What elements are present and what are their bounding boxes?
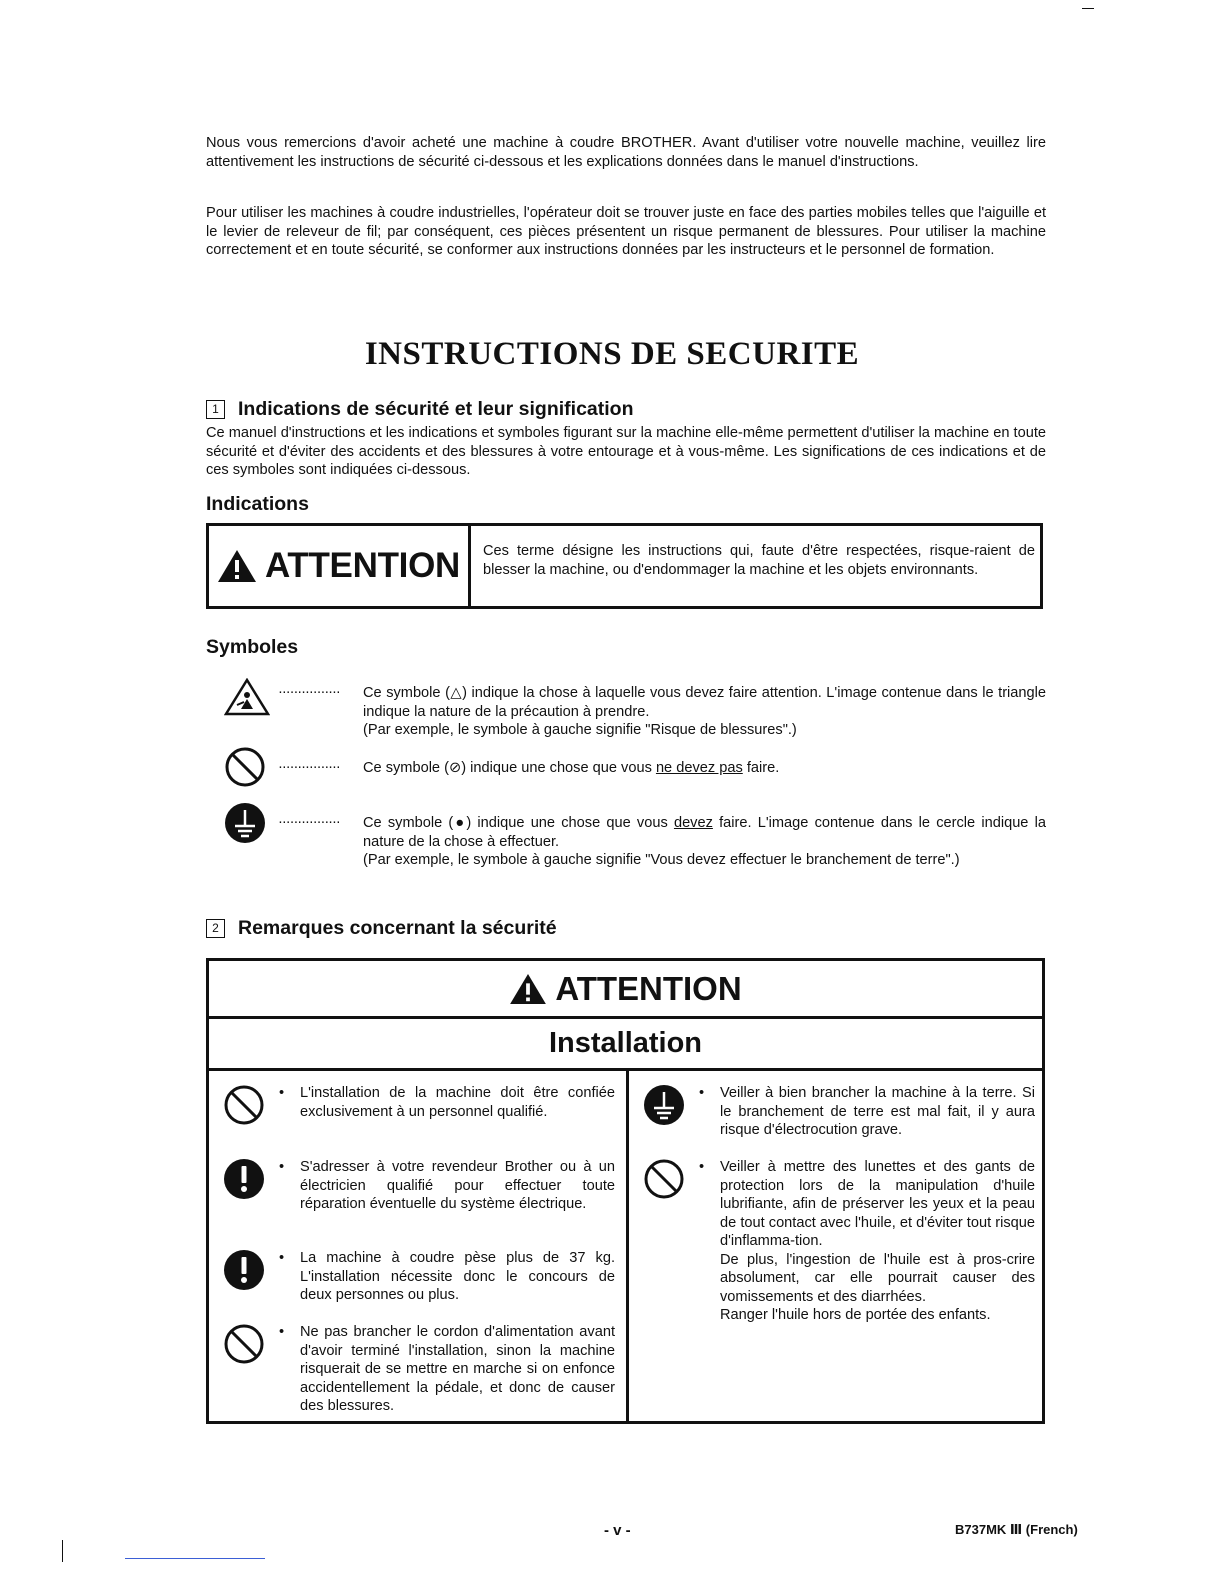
symbol-mandatory-underlined: devez: [673, 815, 713, 831]
section-1-title: Indications de sécurité et leur signification: [238, 398, 634, 420]
symbol-dots: ················: [278, 684, 340, 700]
prohibition-icon: [223, 1323, 265, 1365]
attention-description: Ces terme désigne les instructions qui, faute d'être respectées, risque-raient de blesser la machine, ou d'endommager la machine et les objets environnants.: [483, 543, 1035, 578]
section-2-heading: [206, 917, 557, 940]
box-attention-label: ATTENTION: [555, 969, 742, 1007]
symbol-prohibition-text-b: ) indique une chose que vous: [461, 760, 656, 776]
symbol-mandatory-text-a: Ce symbole (: [363, 815, 454, 831]
list-item: [223, 1084, 615, 1144]
symbol-prohibition-text: [363, 759, 1046, 778]
section-1-heading: [206, 398, 634, 421]
symbol-row-mandatory: [206, 802, 1046, 892]
list-item: [643, 1084, 1035, 1144]
list-item: [643, 1158, 1035, 1358]
bullet: •: [699, 1085, 705, 1101]
box-subtitle: Installation: [209, 1019, 1042, 1071]
symbol-dots: ················: [278, 759, 340, 775]
section-1-text: Ce manuel d'instructions et les indications et symboles figurant sur la machine elle-même permettent d'utiliser la machine en toute sécurité et d'éviter des accidents et des blessures à votre entourage et à vous-même. Les significations de ces indications et de ces symboles sont indiquées ci-dessous.: [206, 425, 1046, 478]
column-divider: [626, 1071, 629, 1421]
symboles-heading: Symboles: [206, 636, 299, 658]
mandatory-icon: [223, 1158, 265, 1200]
item-text: Veiller à mettre des lunettes et des gants de protection lors de la manipulation d'huile lubrifiante, afin de préserver les yeux et la peau de tout contact avec l'huile, et d'éviter tout risque d'inflamma-tion. De plus, l'ingestion de l'huile est à pros-crire absolument, car elle pourrait causer des vomissements et des diarrhées. Ranger l'huile hors de portée des enfants.: [720, 1159, 1035, 1323]
list-item: [223, 1249, 615, 1309]
item-text: L'installation de la machine doit être confiée exclusivement à un personnel qualifié.: [300, 1085, 615, 1120]
warning-triangle-icon: [509, 973, 547, 1005]
symbol-row-prohibition: [206, 746, 1046, 790]
mandatory-icon: [223, 1249, 265, 1291]
attention-label-cell: [209, 526, 471, 606]
box-attention-header: [209, 961, 1042, 1019]
symbol-mandatory-text-c: faire. L'image contenue dans le cercle indique la nature de la chose à effectuer.: [363, 815, 1046, 850]
symbol-mandatory-text: [363, 814, 1046, 870]
list-item: [223, 1323, 615, 1417]
bullet: •: [279, 1085, 285, 1101]
item-text: Veiller à bien brancher la machine à la terre. Si le branchement de terre est mal fait, il y aura risque d'électrocution grave.: [720, 1085, 1035, 1138]
symbol-row-caution: [206, 676, 1046, 746]
scan-artifact-line: [125, 1558, 265, 1559]
symbol-prohibition-text-c: faire.: [742, 760, 780, 776]
symbol-caution-text-a: Ce symbole (: [363, 685, 450, 701]
prohibition-icon: [224, 746, 266, 788]
indications-box: [206, 523, 1043, 609]
triangle-glyph-icon: △: [449, 685, 463, 701]
bullet: •: [279, 1324, 285, 1340]
page-title: INSTRUCTIONS DE SECURITE: [364, 336, 860, 372]
page-number: - v -: [604, 1522, 631, 1539]
symbol-caution-text-b: ) indique la chose à laquelle vous devez faire attention. L'image contenue dans le triangle indique la nature de la précaution à prendre.: [363, 685, 1047, 720]
attention-label: ATTENTION: [265, 546, 460, 585]
item-text: La machine à coudre pèse plus de 37 kg. L'installation nécessite donc le concours de deux personnes ou plus.: [300, 1250, 615, 1303]
symbol-mandatory-text-b: ) indique une chose que vous: [466, 815, 674, 831]
item-text: S'adresser à votre revendeur Brother ou à un électricien qualifié pour effectuer toute réparation éventuelle du système électrique.: [300, 1159, 615, 1212]
list-item: [223, 1158, 615, 1238]
intro-paragraph-1: Nous vous remercions d'avoir acheté une machine à coudre BROTHER. Avant d'utiliser votre nouvelle machine, veuillez lire attentivement les instructions de sécurité ci-dessous et les explications données dans le manuel d'instructions.: [206, 135, 1046, 170]
filled-circle-glyph-icon: ●: [453, 815, 467, 831]
model-reference: B737MK Ⅲ (French): [955, 1522, 1078, 1537]
prohibition-icon: [223, 1084, 265, 1126]
scan-artifact-mark: [62, 1540, 63, 1562]
symbol-prohibition-text-a: Ce symbole (: [363, 760, 449, 776]
symbol-caution-text: [363, 684, 1046, 740]
safety-remarks-box: [206, 958, 1045, 1424]
bullet: •: [279, 1159, 285, 1175]
symbol-prohibition-underlined: ne devez pas: [655, 760, 743, 776]
symbol-mandatory-example: (Par exemple, le symbole à gauche signifie "Vous devez effectuer le branchement de terre".): [363, 852, 960, 868]
section-2-title: Remarques concernant la sécurité: [238, 917, 557, 939]
ground-icon: [224, 802, 266, 844]
section-2-number: 2: [206, 919, 225, 938]
ground-icon: [643, 1084, 685, 1126]
item-text: Ne pas brancher le cordon d'alimentation avant d'avoir terminé l'installation, sinon la machine risquerait de se mettre en marche si on enfonce accidentellement la pédale, et donc de causer des blessures.: [300, 1324, 615, 1414]
symbol-caution-example: (Par exemple, le symbole à gauche signifie "Risque de blessures".): [363, 722, 797, 738]
prohibition-icon: [643, 1158, 685, 1200]
intro-paragraph-2: Pour utiliser les machines à coudre industrielles, l'opérateur doit se trouver juste en face des parties mobiles telles que l'aiguille et le levier de releveur de fil; par conséquent, ces pièces présentent un risque permanent de blessures. Pour utiliser la machine correctement et en toute sécurité, se conformer aux instructions données par les instructeurs et le personnel de formation.: [206, 205, 1046, 258]
prohibition-glyph-icon: ⊘: [448, 760, 462, 776]
symbol-dots: ················: [278, 814, 340, 830]
bullet: •: [699, 1159, 705, 1175]
caution-injury-icon: [224, 678, 270, 716]
bullet: •: [279, 1250, 285, 1266]
section-1-number: 1: [206, 400, 225, 419]
scan-artifact-mark: [1082, 8, 1094, 9]
warning-triangle-icon: [217, 549, 257, 583]
indications-heading: Indications: [206, 493, 309, 515]
